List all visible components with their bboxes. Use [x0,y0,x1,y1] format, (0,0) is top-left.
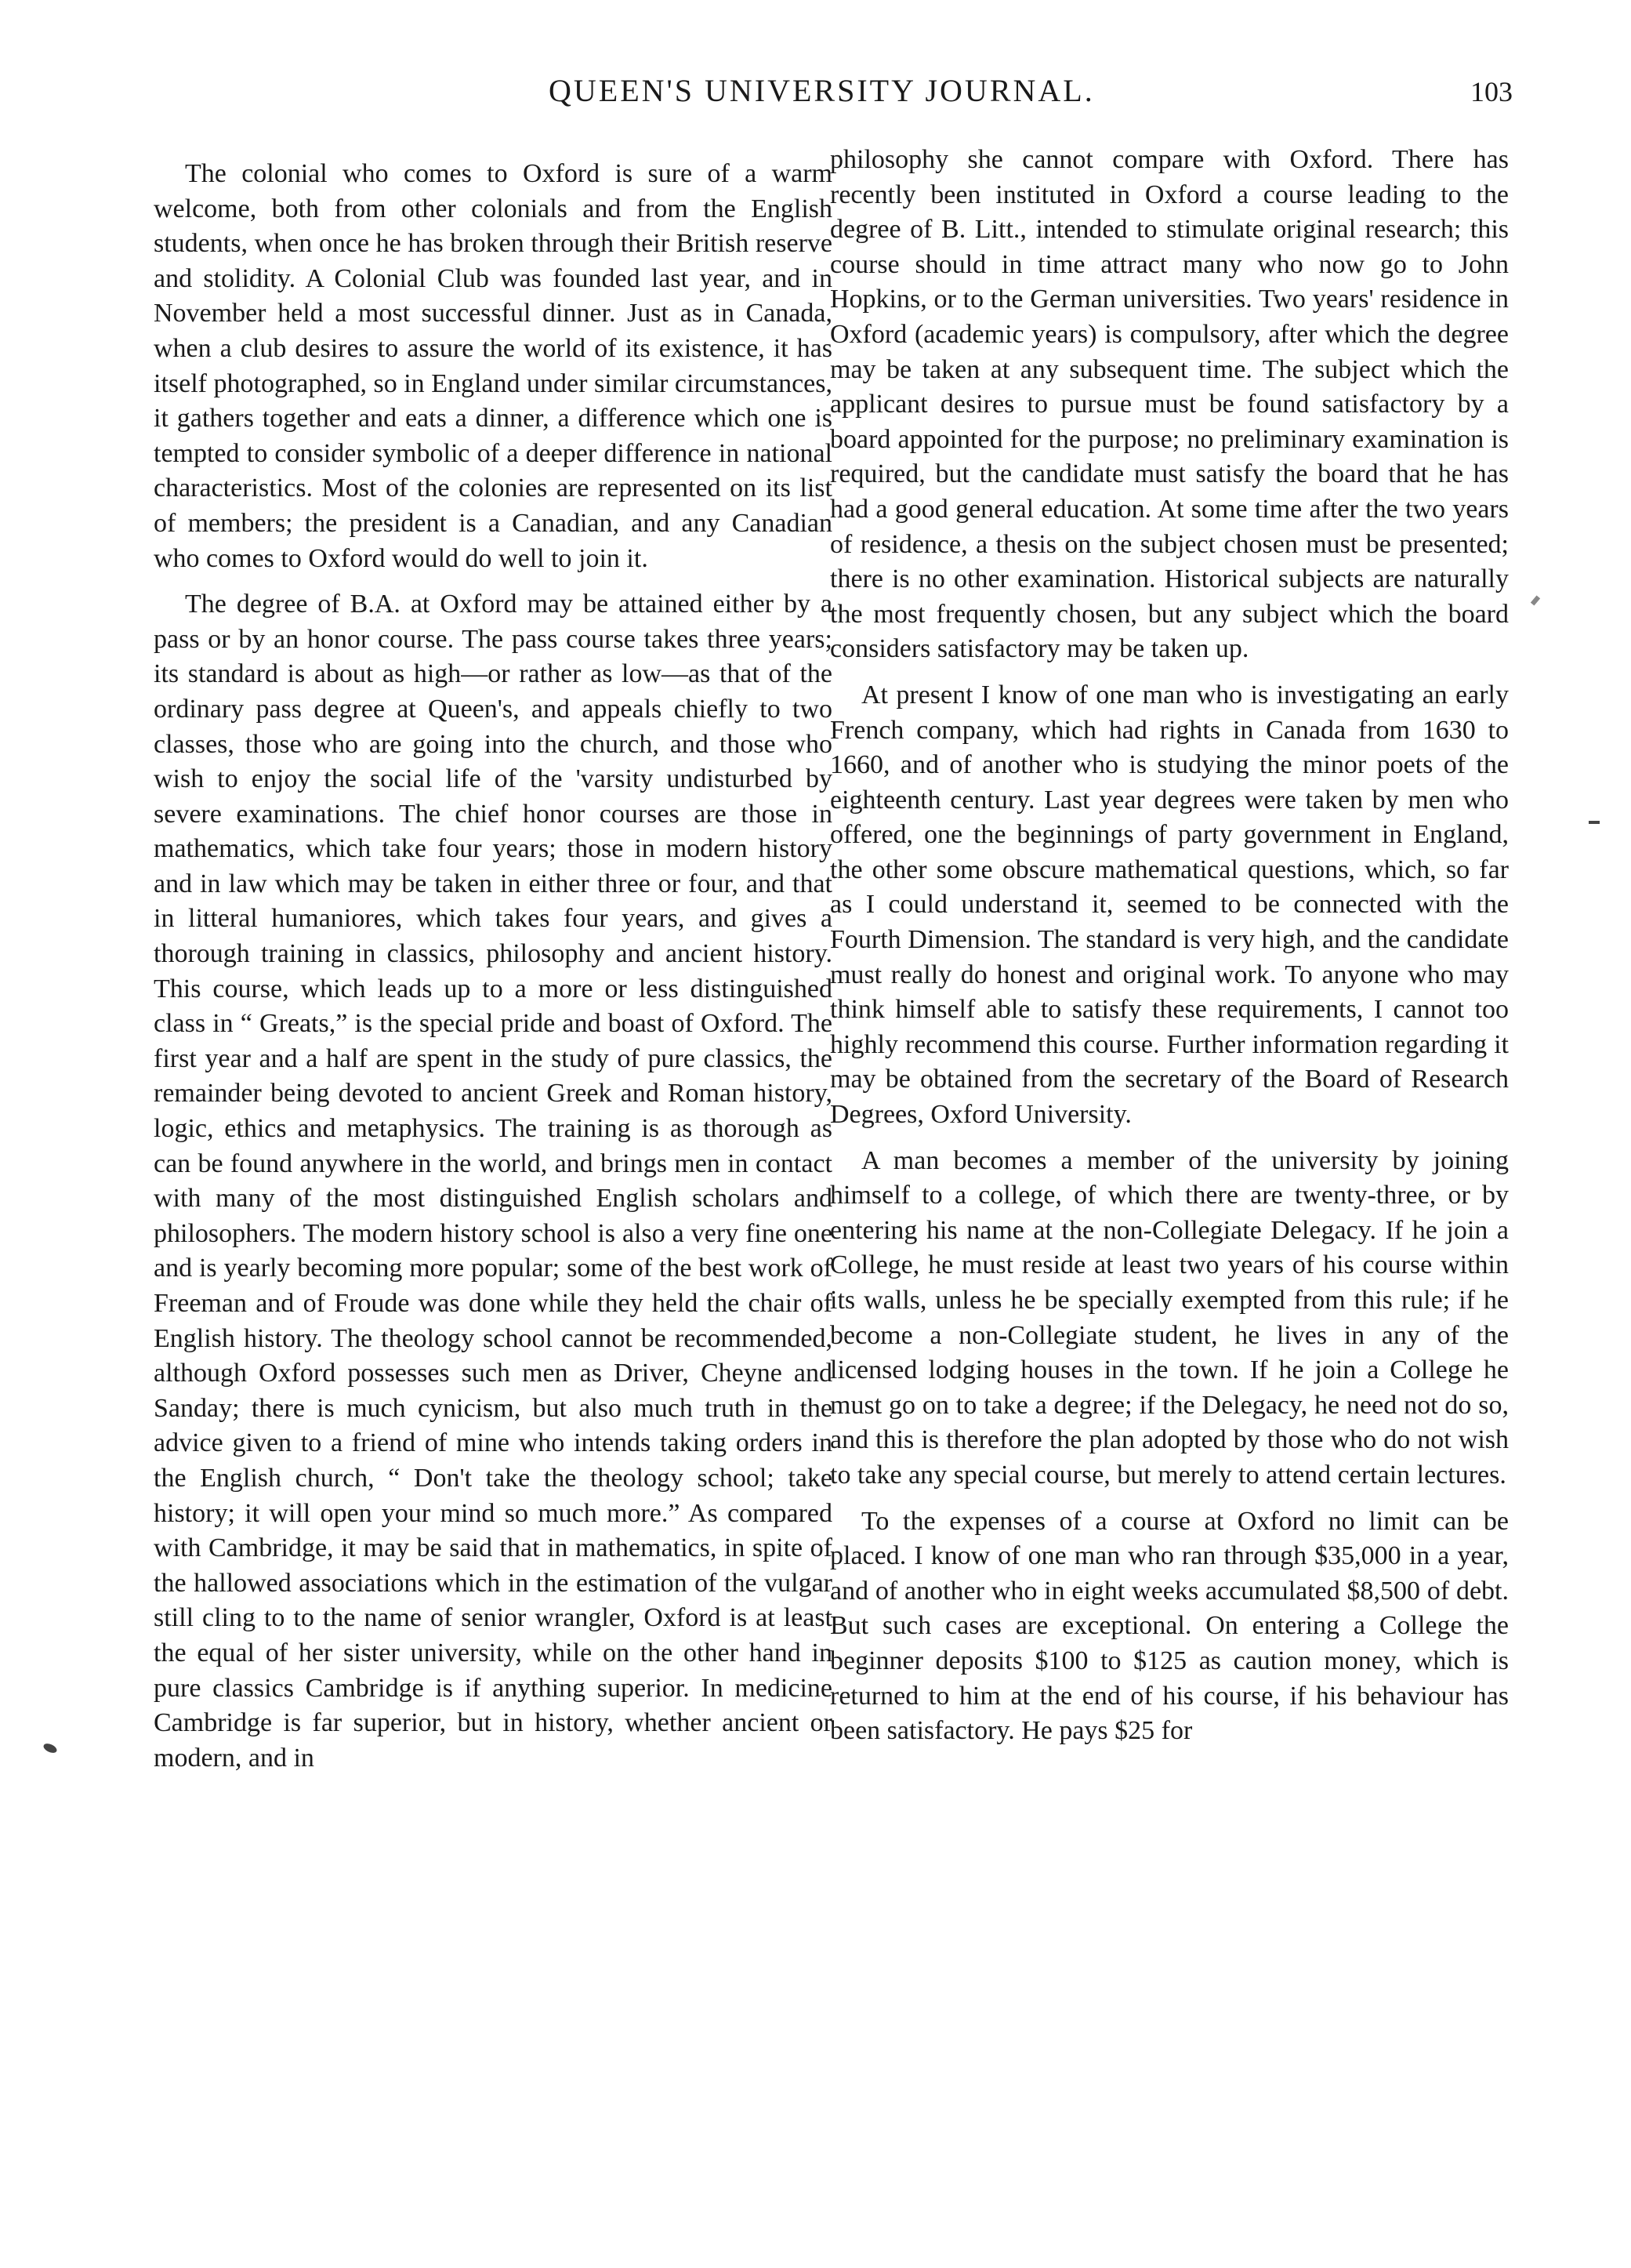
paragraph-colonial-club: The colonial who comes to Oxford is sure of a warm welcome, both from other colonials and from the English students, when once he has broken through their British reserve and stolidity. A Colonial Club was founded last year, and in November held a most successful dinner. Just as in Canada, when a club desires to assure the world of its existence, it has itself photographed, so in England under similar circumstances, it gathers together and eats a dinner, a difference which one is tempted to consider symbolic of a deeper difference in national characteristics. Most of the colonies are represented on its list of members; the president is a Canadian, and any Canadian who comes to Oxford would do well to join it. [154,159,832,573]
paragraph-expenses: To the expenses of a course at Oxford no limit can be placed. I know of one man who ran through $35,000 in a year, and of another who in eight weeks accumulated $8,500 of debt. But such cases are exceptional. On entering a College the beginner deposits $100 to $125 as caution money, which is returned to him at the end of his course, if his behaviour has been satisfactory. He pays $25 for [830,1506,1509,1746]
paragraph-college-membership: A man becomes a member of the university by joining himself to a college, of which there are twenty-three, or by entering his name at the non-Collegiate Delegacy. If he join a College, he must reside at least two years of his course within its walls, unless he be specially exempted from this rule; if he become a non-Collegiate student, he lives in any of the licensed lodging houses in the town. If he join a College he must go on to take a degree; if the Delegacy, he need not do so, and this is therefore the plan adopted by those who do not wish to take any special course, but merely to attend certain lectures. [830,1145,1509,1490]
paragraph-research-examples: At present I know of one man who is investigating an early French company, which had rights in Canada from 1630 to 1660, and of another who is studying the minor poets of the eighteenth century. Last year degrees were taken by men who offered, one the beginnings of party government in England, the other some obscure mathematical questions, which, so far as I could understand it, seemed to be connected with the Fourth Dimension. The standard is very high, and the candidate must really do honest and original work. To anyone who may think himself able to satisfy these requirements, I cannot too highly recommend this course. Further information regarding it may be obtained from the secretary of the Board of Research Degrees, Oxford University. [830,680,1509,1130]
right-column [830,143,1509,2150]
scan-speck-margin [1531,595,1540,605]
running-head [0,72,1631,119]
journal-title: QUEEN'S UNIVERSITY JOURNAL. [549,73,1095,108]
scan-speck-left [42,1742,59,1755]
scan-speck-right [1589,821,1600,824]
left-column [154,157,832,2164]
page-number: 103 [1470,76,1513,107]
paragraph-b-litt-course: philosophy she cannot compare with Oxford. There has recently been instituted in Oxford a course leading to the degree of B. Litt., intended to stimulate original research; this course should in time attract many who now go to John Hopkins, or to the German universities. Two years' residence in Oxford (academic years) is compulsory, after which the degree may be taken at any subsequent time. The subject which the applicant desires to pursue must be found satisfactory by a board appointed for the purpose; no preliminary examination is required, but the candidate must satisfy the board that he has had a good general education. At some time after the two years of residence, a thesis on the subject chosen must be presented; there is no other examination. Historical subjects are naturally the most frequently chosen, but any subject which the board considers satisfactory may be taken up. [830,145,1509,664]
paragraph-ba-degree: The degree of B.A. at Oxford may be attained either by a pass or by an honor course. The pass course takes three years; its standard is about as high—or rather as low—as that of the ordinary pass degree at Queen's, and appeals chiefly to two classes, those who are going into the church, and those who wish to enjoy the social life of the 'varsity undisturbed by severe examinations. The chief honor courses are those in mathematics, which take four years; those in modern history and in law which may be taken in either three or four, and that in litteral humaniores, which takes four years, and gives a thorough training in classics, philosophy and ancient history. This course, which leads up to a more or less distinguished class in “ Greats,” is the special pride and boast of Oxford. The first year and a half are spent in the study of pure classics, the remainder being devoted to ancient Greek and Roman history, logic, ethics and metaphysics. The training is as thorough as can be found anywhere in the world, and brings men in contact with many of the most distinguished English scholars and philosophers. The modern history school is also a very fine one and is yearly becoming more popular; some of the best work of Freeman and of Froude was done while they held the chair of English history. The theology school cannot be recommended, although Oxford possesses such men as Driver, Cheyne and Sanday; there is much cynicism, but also much truth in the advice given to a friend of mine who intends taking orders in the English church, “ Don't take the theology school; take history; it will open your mind so much more.” As compared with Cambridge, it may be said that in mathematics, in spite of the hallowed associations which in the estimation of the vulgar still cling to to the name of senior wrangler, Oxford is at least the equal of her sister university, while on the other hand in pure classics Cambridge is if anything superior. In medicine Cambridge is far superior, but in history, whether ancient or modern, and in [154,590,832,1773]
